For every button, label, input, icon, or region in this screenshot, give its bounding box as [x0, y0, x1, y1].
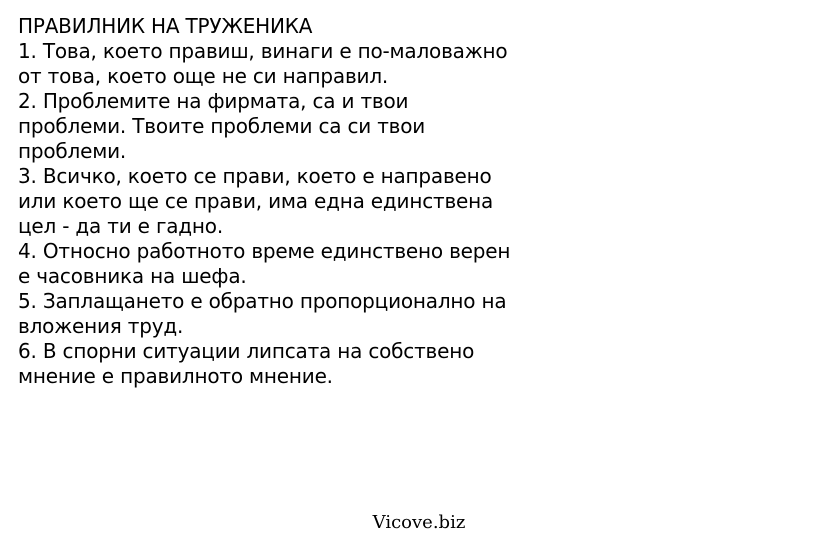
document-title: ПРАВИЛНИК НА ТРУЖЕНИКА	[18, 14, 313, 38]
rule-3-line-1: 3. Всичко, което се прави, което е направено	[18, 164, 492, 188]
rule-5-line-2: вложения труд.	[18, 314, 184, 338]
rule-1-line-2: от това, което още не си направил.	[18, 64, 389, 88]
rule-4-line-1: 4. Относно работното време единствено верен	[18, 239, 511, 263]
rule-3-line-2: или което ще се прави, има една единствена	[18, 189, 494, 213]
rule-6-line-1: 6. В спорни ситуации липсата на собствено	[18, 339, 475, 363]
rule-6-line-2: мнение е правилното мнение.	[18, 364, 333, 388]
rule-5-line-1: 5. Заплащането е обратно пропорционално на	[18, 289, 507, 313]
document-body	[18, 14, 818, 389]
rule-3-line-3: цел - да ти е гадно.	[18, 214, 224, 238]
rule-2-line-3: проблеми.	[18, 139, 127, 163]
rule-1-line-1: 1. Това, което правиш, винаги е по-маловажно	[18, 39, 508, 63]
rule-2-line-1: 2. Проблемите на фирмата, са и твои	[18, 89, 409, 113]
rule-2-line-2: проблеми. Твоите проблеми са си твои	[18, 114, 426, 138]
footer-watermark: Vicove.biz	[372, 512, 466, 533]
rule-4-line-2: е часовника на шефа.	[18, 264, 247, 288]
